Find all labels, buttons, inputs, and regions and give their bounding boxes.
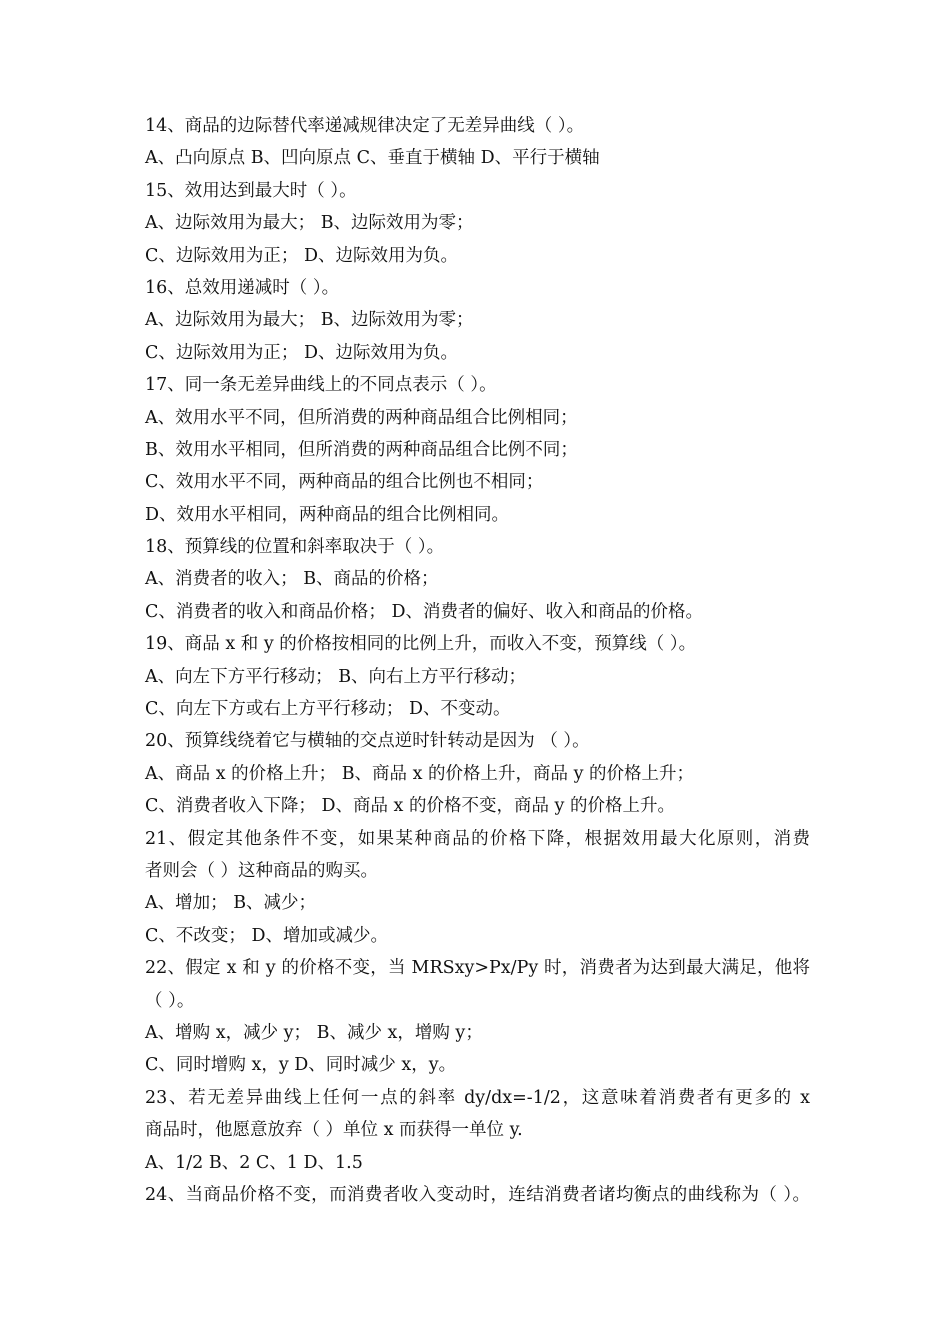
text-line: C、边际效用为正； D、边际效用为负。 bbox=[145, 342, 458, 363]
text-line: B、效用水平相同，但所消费的两种商品组合比例不同； bbox=[145, 439, 578, 460]
text-line: A、1/2 B、2 C、1 D、1.5 bbox=[145, 1152, 363, 1173]
text-line: C、同时增购 x，y D、同时减少 x，y。 bbox=[145, 1055, 457, 1076]
text-line: C、向左下方或右上方平行移动； D、不变动。 bbox=[145, 699, 511, 720]
text-line: C、边际效用为正； D、边际效用为负。 bbox=[145, 245, 458, 266]
text-line: A、消费者的收入； B、商品的价格； bbox=[145, 569, 439, 590]
text-line: 15、效用达到最大时（ ）。 bbox=[145, 180, 357, 201]
text-line: 16、总效用递减时（ ）。 bbox=[145, 277, 340, 298]
text-line: C、消费者收入下降； D、商品 x 的价格不变，商品 y 的价格上升。 bbox=[145, 796, 675, 817]
text-line: A、向左下方平行移动； B、向右上方平行移动； bbox=[145, 666, 527, 687]
question-list bbox=[145, 110, 810, 1211]
text-line: 24、当商品价格不变，而消费者收入变动时，连结消费者诸均衡点的曲线称为（ ）。 bbox=[145, 1184, 810, 1205]
text-line: 14、商品的边际替代率递减规律决定了无差异曲线（ ）。 bbox=[145, 116, 585, 136]
text-line: D、效用水平相同，两种商品的组合比例相同。 bbox=[145, 504, 510, 525]
text-line: （ ）。 bbox=[145, 990, 195, 1011]
text-line: A、效用水平不同，但所消费的两种商品组合比例相同； bbox=[145, 407, 578, 428]
text-line: 20、预算线绕着它与横轴的交点逆时针转动是因为 （ ）。 bbox=[145, 731, 590, 752]
text-line: C、消费者的收入和商品价格； D、消费者的偏好、收入和商品的价格。 bbox=[145, 601, 703, 622]
text-line: A、边际效用为最大； B、边际效用为零； bbox=[145, 213, 474, 234]
text-line: 23、若无差异曲线上任何一点的斜率 dy/dx=-1/2，这意味着消费者有更多的 x bbox=[145, 1087, 810, 1108]
text-line: A、边际效用为最大； B、边际效用为零； bbox=[145, 310, 474, 331]
text-line: 者则会（ ）这种商品的购买。 bbox=[145, 860, 379, 881]
text-line: A、商品 x 的价格上升； B、商品 x 的价格上升，商品 y 的价格上升； bbox=[145, 763, 695, 784]
text-line: C、效用水平不同，两种商品的组合比例也不相同； bbox=[145, 472, 544, 493]
text-line: 17、同一条无差异曲线上的不同点表示（ ）。 bbox=[145, 375, 497, 396]
text-line: 19、商品 x 和 y 的价格按相同的比例上升，而收入不变，预算线（ ）。 bbox=[145, 634, 697, 655]
text-line: A、增购 x，减少 y； B、减少 x，增购 y； bbox=[145, 1022, 483, 1043]
text-line: A、增加； B、减少； bbox=[145, 893, 317, 914]
text-line: C、不改变； D、增加或减少。 bbox=[145, 925, 388, 946]
text-line: A、凸向原点 B、凹向原点 C、垂直于横轴 D、平行于横轴 bbox=[145, 148, 600, 169]
text-line: 商品时，他愿意放弃（ ）单位 x 而获得一单位 y. bbox=[145, 1120, 523, 1141]
text-line: 18、预算线的位置和斜率取决于（ ）。 bbox=[145, 537, 445, 558]
text-line: 21、假定其他条件不变，如果某种商品的价格下降，根据效用最大化原则，消费 bbox=[145, 828, 810, 849]
text-line: 22、假定 x 和 y 的价格不变，当 MRSxy>Px/Py 时，消费者为达到最大满足，他将 bbox=[145, 958, 810, 979]
